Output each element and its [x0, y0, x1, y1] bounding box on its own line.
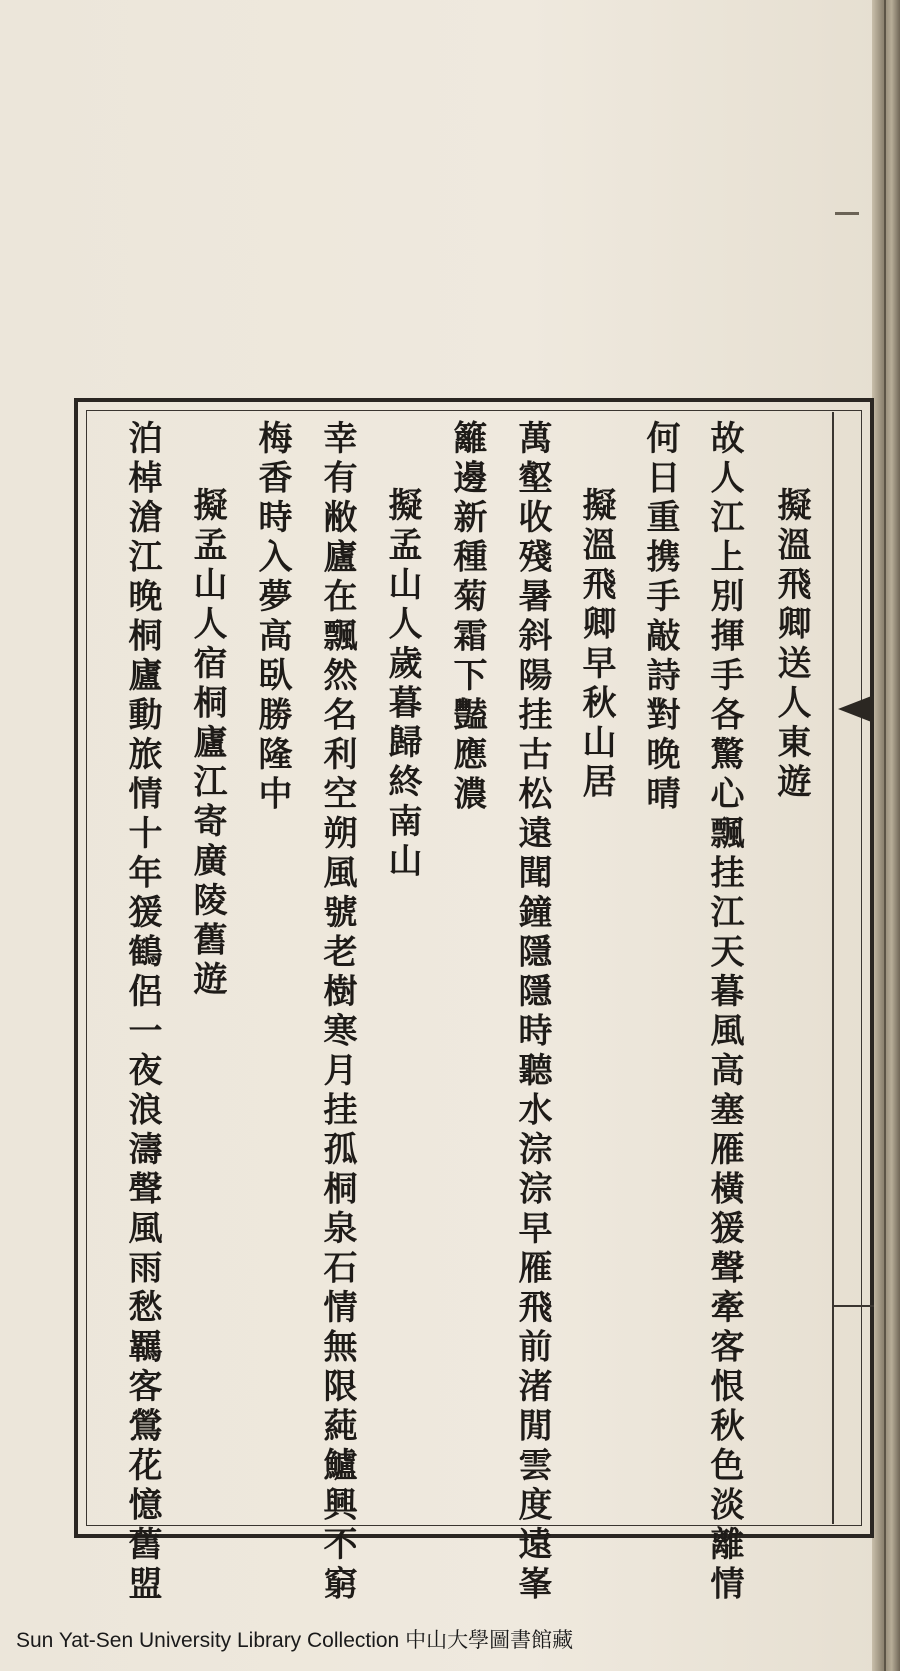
fishtail-mark	[838, 695, 874, 723]
poem-line: 幸有敝廬在飄然名利空朔風號老樹寒月挂孤桐泉石情無限蒓鱸興不窮	[317, 420, 357, 1605]
poem-title-4: 擬孟山人宿桐廬江寄廣陵舊遊	[187, 487, 227, 1001]
poem-title-2: 擬溫飛卿早秋山居	[576, 487, 616, 803]
poem-line: 籬邊新種菊霜下豔應濃	[447, 420, 487, 815]
poem-line: 何日重携手敲詩對晚晴	[640, 420, 680, 815]
spine-edge-line	[884, 0, 886, 1671]
poem-title-3: 擬孟山人歲暮歸終南山	[382, 487, 422, 882]
margin-mark	[835, 212, 859, 215]
fold-tick	[834, 1305, 874, 1307]
center-fold-line	[832, 412, 834, 1524]
library-caption: Sun Yat-Sen University Library Collection 中山大學圖書館藏	[16, 1629, 574, 1652]
poem-line: 梅香時入夢高臥勝隆中	[252, 420, 292, 815]
book-spine	[872, 0, 900, 1671]
poem-title-1: 擬溫飛卿送人東遊	[771, 487, 811, 803]
poem-line: 故人江上別揮手各驚心飄挂江天暮風高塞雁橫猨聲牽客恨秋色淡離情	[704, 420, 744, 1605]
poem-line: 泊棹滄江晚桐廬動旅情十年猨鶴侶一夜浪濤聲風雨愁羈客鶯花憶舊盟	[122, 420, 162, 1605]
poem-line: 萬壑收殘暑斜陽挂古松遠聞鐘隱隱時聽水淙淙早雁飛前渚閒雲度遠峯	[512, 420, 552, 1605]
